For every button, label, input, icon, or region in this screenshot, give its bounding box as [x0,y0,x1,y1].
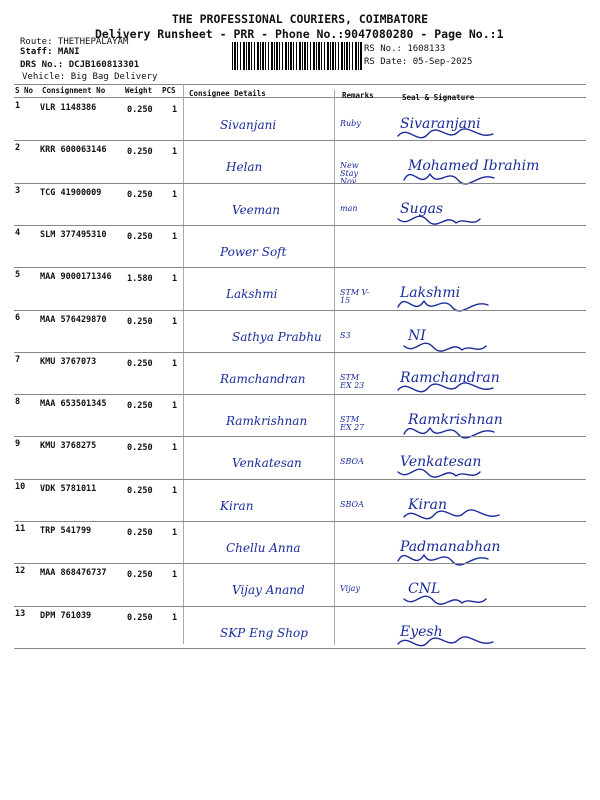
row-signature-handwritten: Ramkrishnan [408,412,503,429]
rs-date: RS Date: 05-Sep-2025 [364,57,473,67]
row-divider [14,267,586,268]
row-consignee-handwritten: Power Soft [220,244,287,259]
row-consignee-handwritten: Ramchandran [220,371,306,386]
row-remarks-handwritten: Ruby [340,119,361,128]
row-sno: 12 [15,566,26,577]
row-divider [14,310,586,311]
row-divider [14,140,586,141]
row-signature-handwritten: CNL [408,581,441,598]
staff-label: Staff: MANI [20,47,80,57]
row-consignment-no: MAA 576429870 [40,314,107,325]
row-consignment-no: MAA 653501345 [40,399,107,410]
signature-stroke [404,170,504,190]
row-signature-handwritten: Venkatesan [400,454,482,471]
row-pcs: 1 [172,189,178,200]
row-consignment-no: MAA 9000171346 [40,272,112,283]
row-sno: 13 [15,608,26,619]
signature-stroke [404,593,504,613]
row-weight: 1.580 [127,274,153,285]
row-divider [14,606,586,607]
row-divider [14,436,586,437]
row-remarks-handwritten: New Stay Nov [340,161,359,187]
row-pcs: 1 [172,147,178,158]
row-signature-handwritten: Lakshmi [400,285,461,302]
row-sno: 11 [15,524,26,534]
row-signature-handwritten: Sivaranjani [400,116,481,132]
row-remarks-handwritten: STM EX 27 [340,415,365,433]
row-weight: 0.250 [127,485,153,496]
row-remarks-handwritten: STM EX 23 [340,372,365,390]
row-consignee-handwritten: Chellu Anna [226,541,301,555]
row-remarks-handwritten: S3 [340,330,351,340]
row-remarks-handwritten: man [340,203,358,213]
row-divider [14,183,586,184]
row-pcs: 1 [172,401,178,412]
row-sno: 5 [15,270,21,281]
row-consignee-handwritten: Sivanjani [220,118,277,132]
company-title: THE PROFESSIONAL COURIERS, COIMBATORE [171,12,429,26]
row-sno: 6 [15,312,21,323]
row-sno: 8 [15,397,21,408]
row-sno: 2 [15,143,21,154]
row-consignee-handwritten: Lakshmi [226,287,278,302]
row-consignment-no: VDK 5781011 [40,483,97,494]
row-consignee-handwritten: Kiran [220,498,254,513]
row-pcs: 1 [172,316,178,327]
row-weight: 0.250 [127,105,153,115]
row-pcs: 1 [172,443,178,454]
row-pcs: 1 [172,570,178,581]
row-pcs: 1 [172,485,178,496]
row-signature-handwritten: Padmanabhan [400,539,501,555]
row-remarks-handwritten: SBOA [340,499,364,509]
row-consignee-handwritten: Sathya Prabhu [232,329,322,344]
row-signature-handwritten: Ramchandran [400,369,500,386]
row-weight: 0.250 [127,612,153,623]
row-sno: 4 [15,227,21,238]
row-consignment-no: KMU 3767073 [40,356,97,367]
row-divider [14,521,586,522]
col-header-consignment: Consignment No [42,86,106,95]
row-weight: 0.250 [127,443,153,454]
row-weight: 0.250 [127,189,153,200]
runsheet-subtitle: Delivery Runsheet - PRR - Phone No.:9047080280 - Page No.:1 [95,27,504,41]
row-consignee-handwritten: Venkatesan [232,456,302,471]
row-consignee-handwritten: Helan [226,160,263,175]
row-pcs: 1 [172,274,178,285]
row-pcs: 1 [172,358,178,369]
row-pcs: 1 [172,528,178,538]
row-weight: 0.250 [127,316,153,327]
signature-stroke [404,340,504,360]
row-sno: 9 [15,439,21,450]
col-header-consignee: Consignee Details [189,89,266,98]
rs-number: RS No.: 1608133 [364,44,446,54]
row-divider [14,479,586,480]
row-divider [14,394,586,395]
route-label: Route: THETHEPALAYAM [20,37,129,47]
row-consignee-handwritten: Veeman [232,202,281,217]
signature-stroke [398,213,498,233]
col-header-seal: Seal & Signature [402,93,475,102]
row-weight: 0.250 [127,528,153,538]
row-divider [14,563,586,564]
signature-stroke [398,636,498,656]
row-pcs: 1 [172,105,178,115]
row-signature-handwritten: Sugas [400,200,444,217]
row-weight: 0.250 [127,358,153,369]
row-sno: 1 [15,101,21,111]
row-divider [14,352,586,353]
row-remarks-handwritten: Vijay [340,584,360,594]
signature-stroke [398,466,498,486]
row-signature-handwritten: Eyesh [400,623,443,640]
signature-stroke [404,424,504,444]
signature-stroke [404,509,504,529]
signature-stroke [398,551,498,571]
row-remarks-handwritten: SBOA [340,457,364,467]
col-header-weight: Weight [125,86,153,95]
row-signature-handwritten: Kiran [408,496,447,513]
row-weight: 0.250 [127,231,153,242]
row-consignment-no: TRP 541799 [40,526,92,536]
drs-number: DRS No.: DCJB160813301 [20,60,140,70]
row-consignee-handwritten: Vijay Anand [232,583,305,598]
row-sno: 3 [15,185,21,196]
row-consignee-handwritten: SKP Eng Shop [220,625,308,640]
row-weight: 0.250 [127,401,153,412]
col-header-pcs: PCS [162,86,176,95]
row-signature-handwritten: NI [408,327,426,344]
row-consignment-no: DPM 761039 [40,610,92,621]
signature-stroke [398,382,498,402]
row-consignment-no: VLR 1148386 [40,103,97,113]
row-remarks-handwritten: STM V-15 [340,288,370,306]
signature-stroke [398,128,498,148]
row-consignee-handwritten: Ramkrishnan [226,414,308,429]
row-weight: 0.250 [127,570,153,581]
row-divider [14,648,586,649]
row-consignment-no: TCG 41900009 [40,187,102,198]
row-sno: 10 [15,481,26,492]
row-pcs: 1 [172,231,178,242]
row-consignment-no: SLM 377495310 [40,229,107,240]
row-sno: 7 [15,354,21,365]
row-consignment-no: MAA 868476737 [40,568,107,579]
row-divider [14,225,586,226]
col-header-sno: S No [15,86,34,95]
col-header-remarks: Remarks [342,91,374,100]
row-pcs: 1 [172,612,178,623]
row-signature-handwritten: Mohamed Ibrahim [408,158,540,175]
row-consignment-no: KRR 600063146 [40,145,107,156]
vehicle-label: Vehicle: Big Bag Delivery [22,72,158,82]
signature-stroke [398,297,498,317]
row-weight: 0.250 [127,147,153,158]
barcode-image [232,42,362,70]
row-consignment-no: KMU 3768275 [40,441,97,452]
